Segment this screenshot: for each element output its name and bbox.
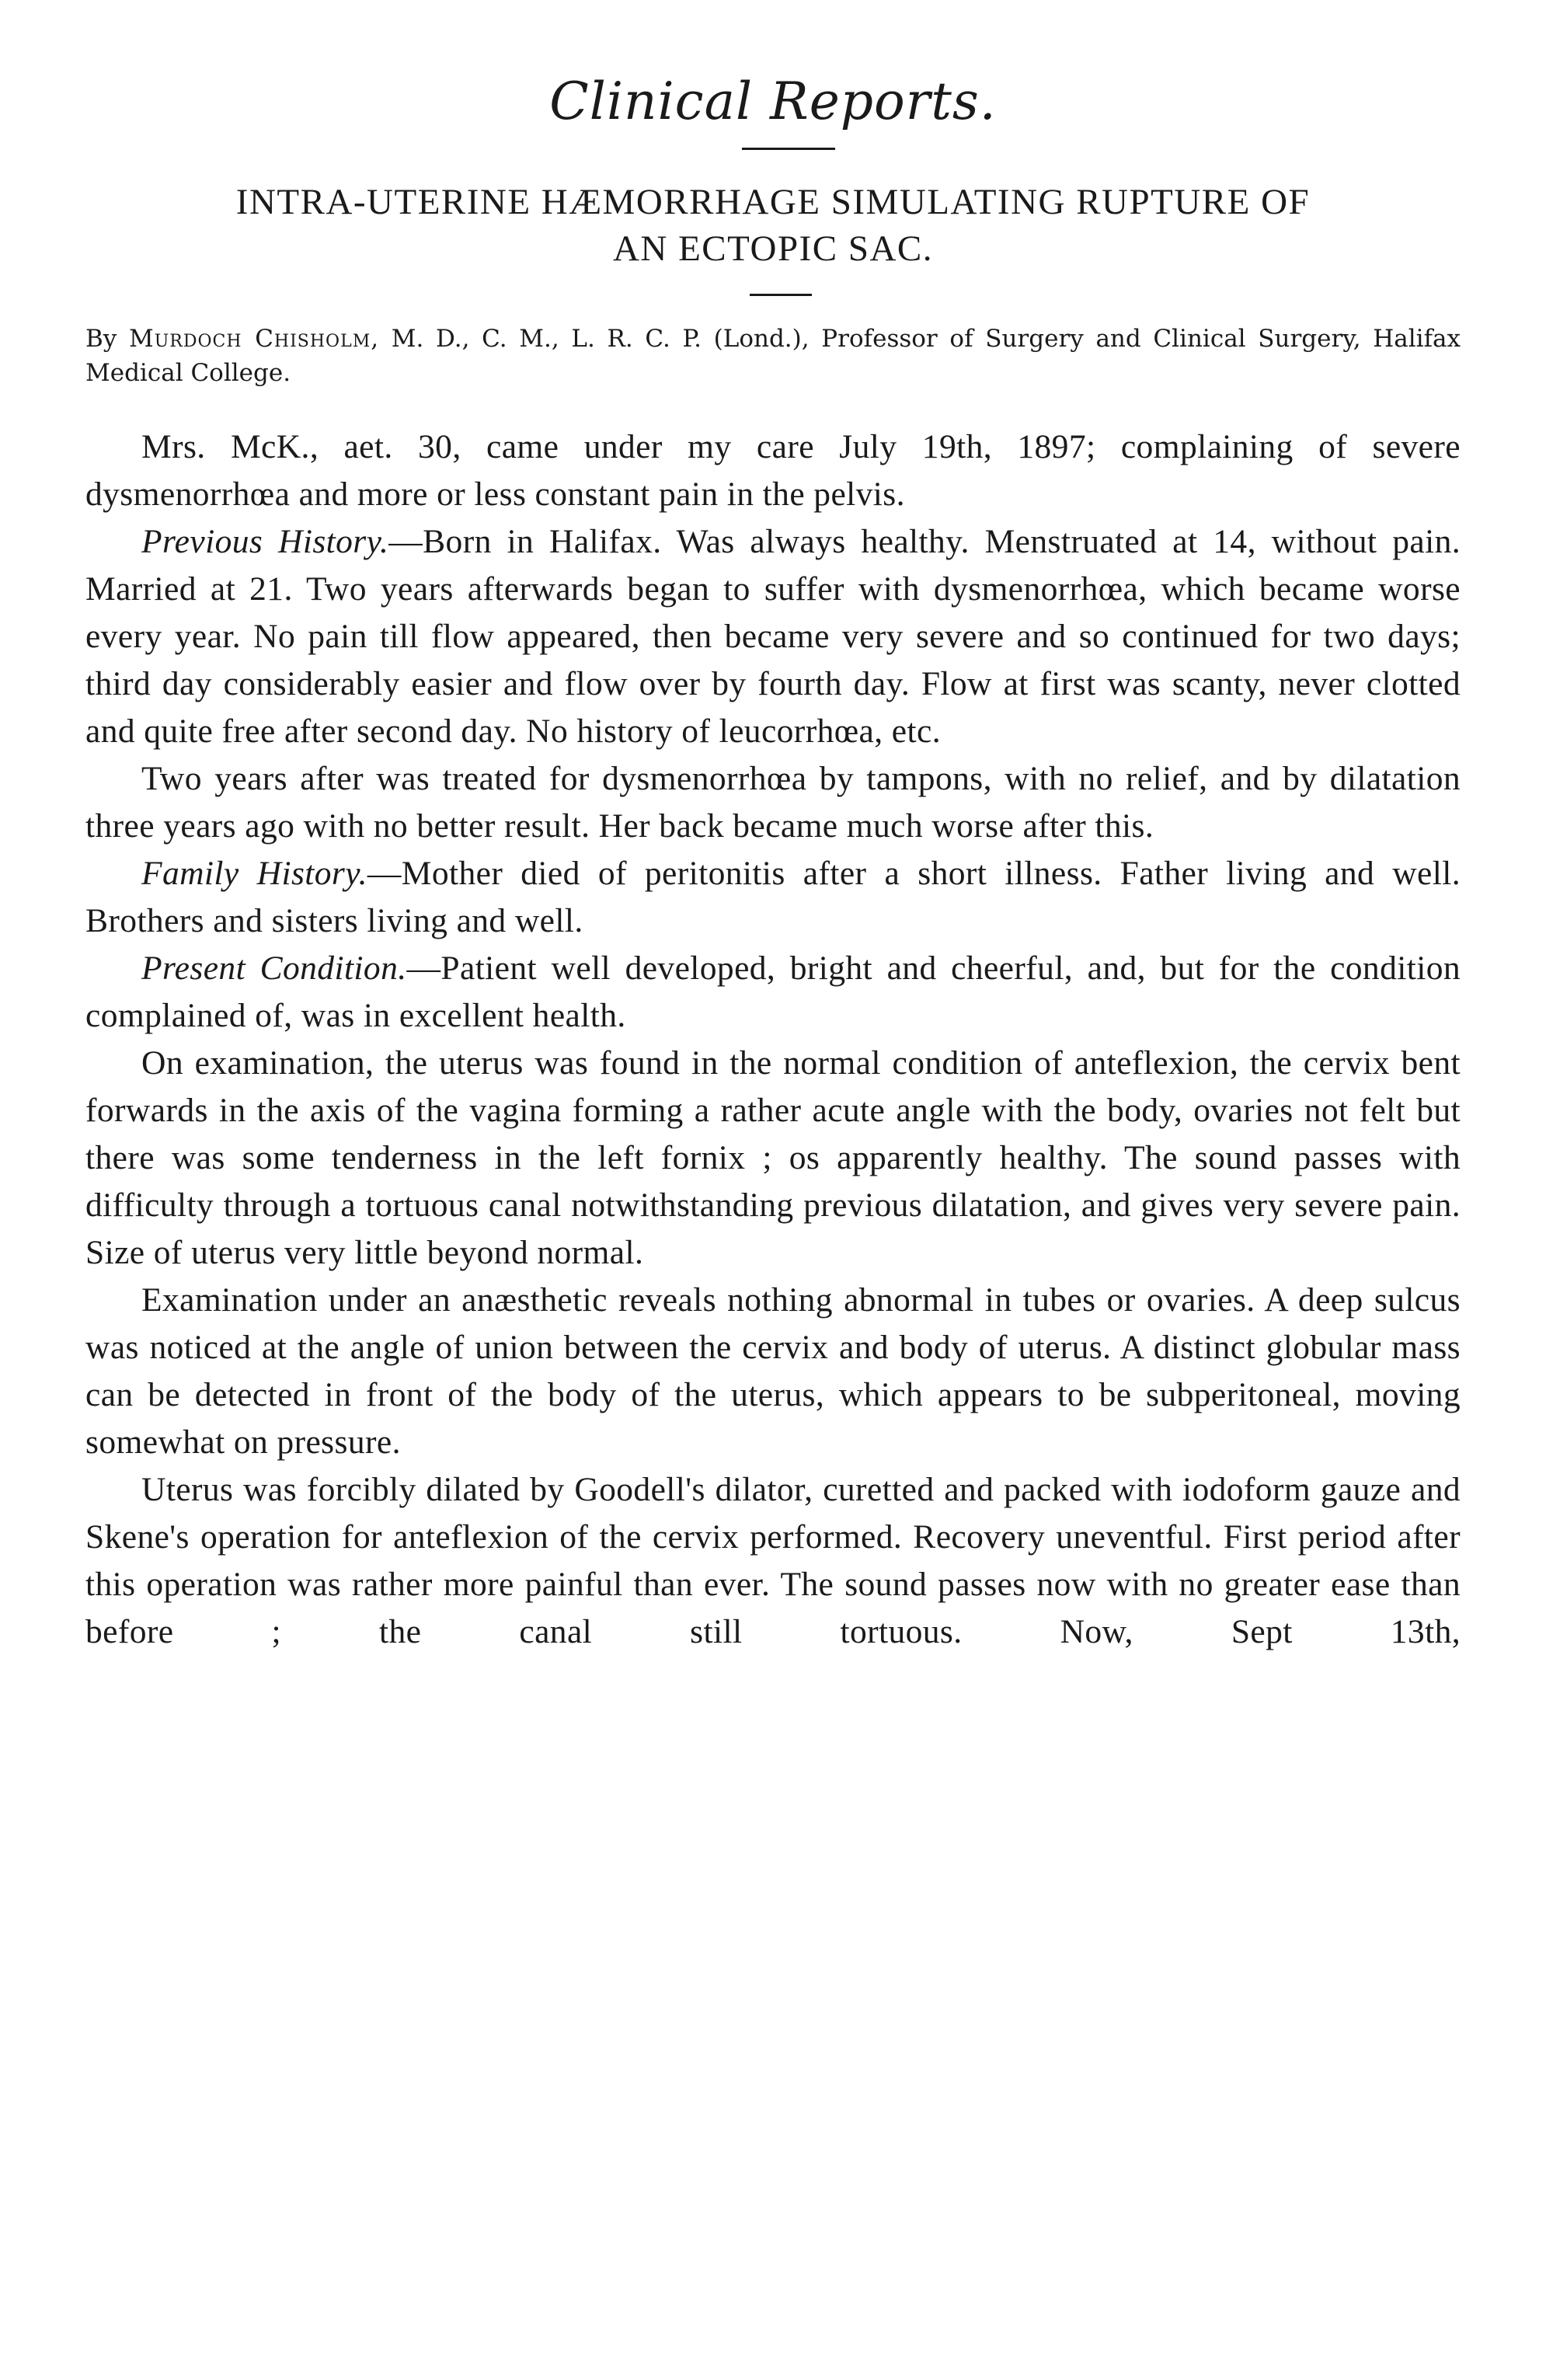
article-title xyxy=(85,179,1461,272)
section-heading: Clinical Reports. xyxy=(549,71,997,131)
byline-author: Murdoch Chisholm, xyxy=(128,325,380,353)
paragraph-examination xyxy=(85,1040,1461,1277)
paragraph-lead: Present Condition. xyxy=(141,950,407,987)
paragraph-present-condition xyxy=(85,945,1461,1040)
paragraph-text: —Born in Halifax. Was always healthy. Menstruated at 14, without pain. Married at 21. Two years afterwards began to suffer with dysmenorrhœa, which became worse every year. No pain till flow appeared, then became very severe and so continued for two days; third day considerably easier and flow over by fourth day. Flow at first was scanty, never clotted and quite free after second day. No history of leucorrhœa, etc. xyxy=(85,523,1461,750)
paragraph-family-history xyxy=(85,850,1461,945)
heading-divider xyxy=(742,148,835,150)
paragraph-text: Uterus was forcibly dilated by Goodell's dilator, curetted and packed with iodoform gauze and Skene's operation for anteflexion of the cervix performed. Recovery uneventful. First period after this operation was rather more painful than ever. The sound passes now with no greater ease than before ; the canal still tortuous. Now, Sept 13th, xyxy=(85,1471,1461,1650)
article-title-line-1: INTRA-UTERINE HÆMORRHAGE SIMULATING RUPTURE OF xyxy=(235,182,1311,222)
paragraph-lead: Family History. xyxy=(141,855,367,892)
paragraph-previous-history xyxy=(85,518,1461,755)
paragraph-anaesthetic-examination xyxy=(85,1277,1461,1466)
paragraph-text: Mrs. McK., aet. 30, came under my care July 19th, 1897; complaining of severe dysmenorrhœa and more or less constant pain in the pelvis. xyxy=(85,428,1461,513)
article-body xyxy=(85,423,1461,1656)
paragraph-text: Two years after was treated for dysmenorrhœa by tampons, with no relief, and by dilatation three years ago with no better result. Her back became much worse after this. xyxy=(85,760,1461,845)
paragraph-text: On examination, the uterus was found in the normal condition of anteflexion, the cervix bent forwards in the axis of the vagina forming a rather acute angle with the body, ovaries not felt but there was some tenderness in the left fornix ; os apparently healthy. The sound passes with difficulty through a tortuous canal notwithstanding previous dilatation, and gives very severe pain. Size of uterus very little beyond normal. xyxy=(85,1044,1461,1271)
paragraph-text: —Patient well developed, bright and cheerful, and, but for the condition complained of, was in excellent health. xyxy=(85,950,1461,1034)
paragraph-text: —Mother died of peritonitis after a short illness. Father living and well. Brothers and sisters living and well. xyxy=(85,855,1461,939)
paragraph-introduction xyxy=(85,423,1461,518)
title-divider xyxy=(750,294,812,296)
byline-prefix: By xyxy=(85,325,117,353)
paragraph-operation xyxy=(85,1466,1461,1656)
paragraph-lead: Previous History. xyxy=(141,523,389,560)
byline-credentials: M. D., C. M., L. R. C. P. (Lond.), Professor of Surgery and Clinical Surgery, Halifax Medical College. xyxy=(85,325,1461,387)
paragraph-text: Examination under an anæsthetic reveals nothing abnormal in tubes or ovaries. A deep sulcus was noticed at the angle of union between the cervix and body of uterus. A distinct globular mass can be detected in front of the body of the uterus, which appears to be subperitoneal, moving somewhat on pressure. xyxy=(85,1281,1461,1461)
paragraph-treatment xyxy=(85,755,1461,850)
byline xyxy=(85,322,1461,390)
journal-page xyxy=(85,0,1461,2380)
article-title-line-2: AN ECTOPIC SAC. xyxy=(612,228,934,269)
